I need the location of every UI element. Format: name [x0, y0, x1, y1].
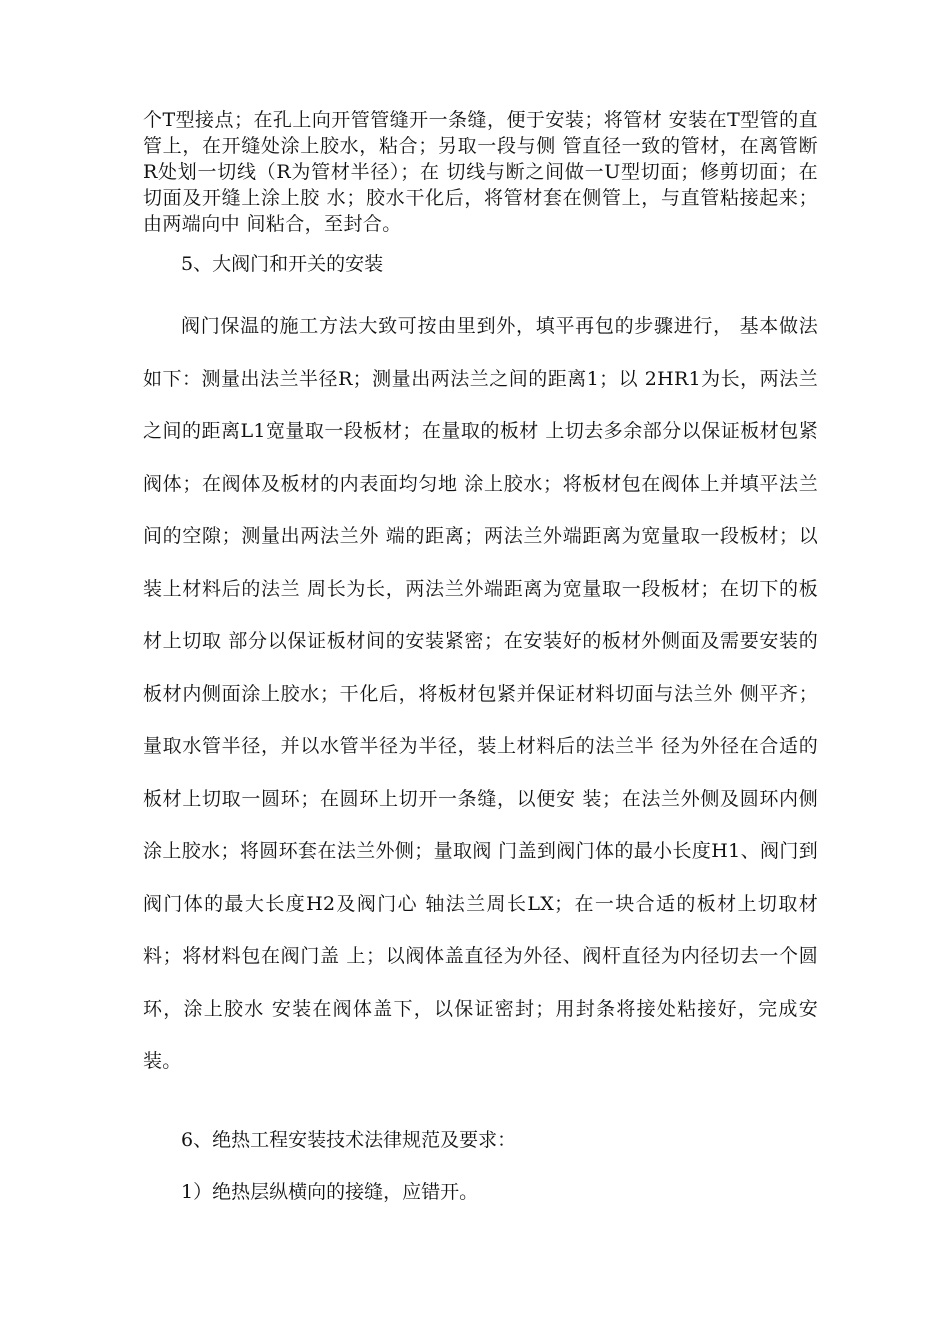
list-item-1: 1）绝热层纵横向的接缝，应错开。	[181, 1181, 479, 1203]
section-heading-5: 5、大阀门和开关的安装	[181, 253, 384, 275]
paragraph-valve-insulation: 阀门保温的施工方法大致可按由里到外，填平再包的步骤进行， 基本做法如下：测量出法兰半径R；测量出两法兰之间的距离1；以 2HR1为长，两法兰之间的距离L1宽量取一段板材；在量取的板材 上切去多余部分以保证板材包紧阀体；在阀体及板材的内表面均匀地 涂上胶水；将板材包在阀体上并填平法兰间的空隙；测量出两法兰外 端的距离；两法兰外端距离为宽量取一段板材；以装上材料后的法兰 周长为长，两法兰外端距离为宽量取一段板材；在切下的板材上切取 部分以保证板材间的安装紧密；在安装好的板材外侧面及需要安装的 板材内侧面涂上胶水；干化后，将板材包紧并保证材料切面与法兰外 侧平齐；量取水管半径，并以水管半径为半径，装上材料后的法兰半 径为外径在合适的板材上切取一圆环；在圆环上切开一条缝，以便安 装；在法兰外侧及圆环内侧涂上胶水；将圆环套在法兰外侧；量取阀 门盖到阀门体的最小长度H1、阀门到阀门体的最大长度H2及阀门心 轴法兰周长LX；在一块合适的板材上切取材料；将材料包在阀门盖 上；以阀体盖直径为外径、阀杆直径为内径切去一个圆环，涂上胶水 安装在阀体盖下，以保证密封；用封条将接处粘接好，完成安装。	[143, 315, 818, 1072]
section-heading-6: 6、绝热工程安装技术法律规范及要求：	[181, 1129, 517, 1151]
paragraph-tee-joint-installation: 个T型接点；在孔上向开管管缝开一条缝，便于安装；将管材 安装在T型管的直管上，在开缝处涂上胶水，粘合；另取一段与侧 管直径一致的管材，在离管断 R处划一切线（R为管材半径）；在 切线与断之间做一U型切面；修剪切面；在切面及开缝上涂上胶 水；胶水干化后，将管材套在侧管上，与直管粘接起来；由两端向中 间粘合，至封合。	[143, 109, 818, 235]
